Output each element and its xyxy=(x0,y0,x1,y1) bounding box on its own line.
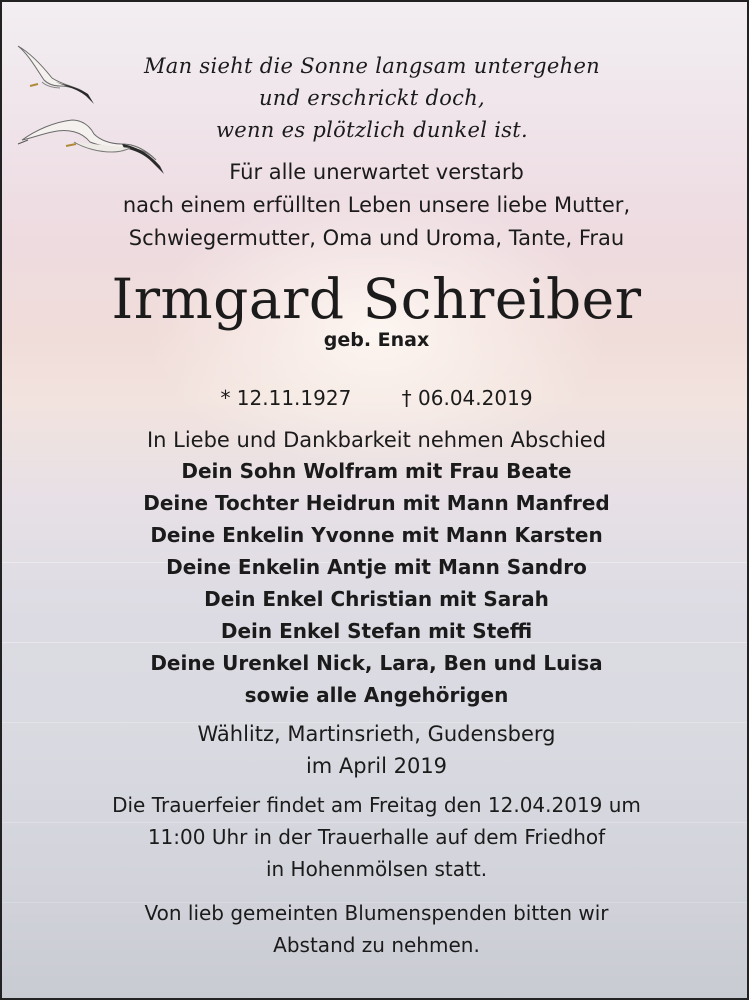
farewell-line: In Liebe und Dankbarkeit nehmen Abschied xyxy=(146,428,607,452)
intro-text xyxy=(62,156,691,255)
birth-date: * 12.11.1927 xyxy=(220,386,352,410)
place-and-date xyxy=(2,718,749,782)
mourner-entry: Deine Enkelin Yvonne mit Mann Karsten xyxy=(150,523,603,547)
poem-line: wenn es plötzlich dunkel ist. xyxy=(215,118,529,142)
poem xyxy=(112,50,632,146)
mourner-entry: Deine Tochter Heidrun mit Mann Manfred xyxy=(143,491,610,515)
seagull-icon xyxy=(18,46,94,104)
intro-line: Für alle unerwartet verstarb xyxy=(229,160,524,184)
maiden-name: geb. Enax xyxy=(323,329,430,351)
mourner-entry: Deine Urenkel Nick, Lara, Ben und Luisa xyxy=(150,651,603,675)
intro-line: nach einem erfüllten Leben unsere liebe Mutter, xyxy=(122,193,631,217)
funeral-line: Die Trauerfeier findet am Freitag den 12.04.2019 um xyxy=(112,793,641,817)
mourner-entry: Dein Enkel Stefan mit Steffi xyxy=(220,619,533,643)
place-line: Wählitz, Martinsrieth, Gudensberg xyxy=(197,722,556,746)
life-dates xyxy=(2,383,749,413)
intro-line: Schwiegermutter, Oma und Uroma, Tante, Frau xyxy=(128,226,625,250)
flowers-line: Abstand zu nehmen. xyxy=(273,933,480,957)
deceased-name: Irmgard Schreiber xyxy=(111,267,642,331)
mourner-entry: Dein Enkel Christian mit Sarah xyxy=(204,587,549,611)
poem-line: Man sieht die Sonne langsam untergehen xyxy=(143,54,601,78)
date-line: im April 2019 xyxy=(305,754,448,778)
flowers-line: Von lieb gemeinten Blumenspenden bitten wir xyxy=(144,901,609,925)
mourner-entry: Dein Sohn Wolfram mit Frau Beate xyxy=(181,459,572,483)
funeral-line: 11:00 Uhr in der Trauerhalle auf dem Friedhof xyxy=(147,825,606,849)
funeral-info xyxy=(2,789,749,885)
death-date: † 06.04.2019 xyxy=(401,386,533,410)
funeral-line: in Hohenmölsen statt. xyxy=(265,857,488,881)
mourner-entry: Deine Enkelin Antje mit Mann Sandro xyxy=(166,555,587,579)
poem-line: und erschrickt doch, xyxy=(258,86,486,110)
flowers-note xyxy=(2,897,749,961)
mourners-list xyxy=(2,455,749,711)
mourner-entry: sowie alle Angehörigen xyxy=(244,683,509,707)
